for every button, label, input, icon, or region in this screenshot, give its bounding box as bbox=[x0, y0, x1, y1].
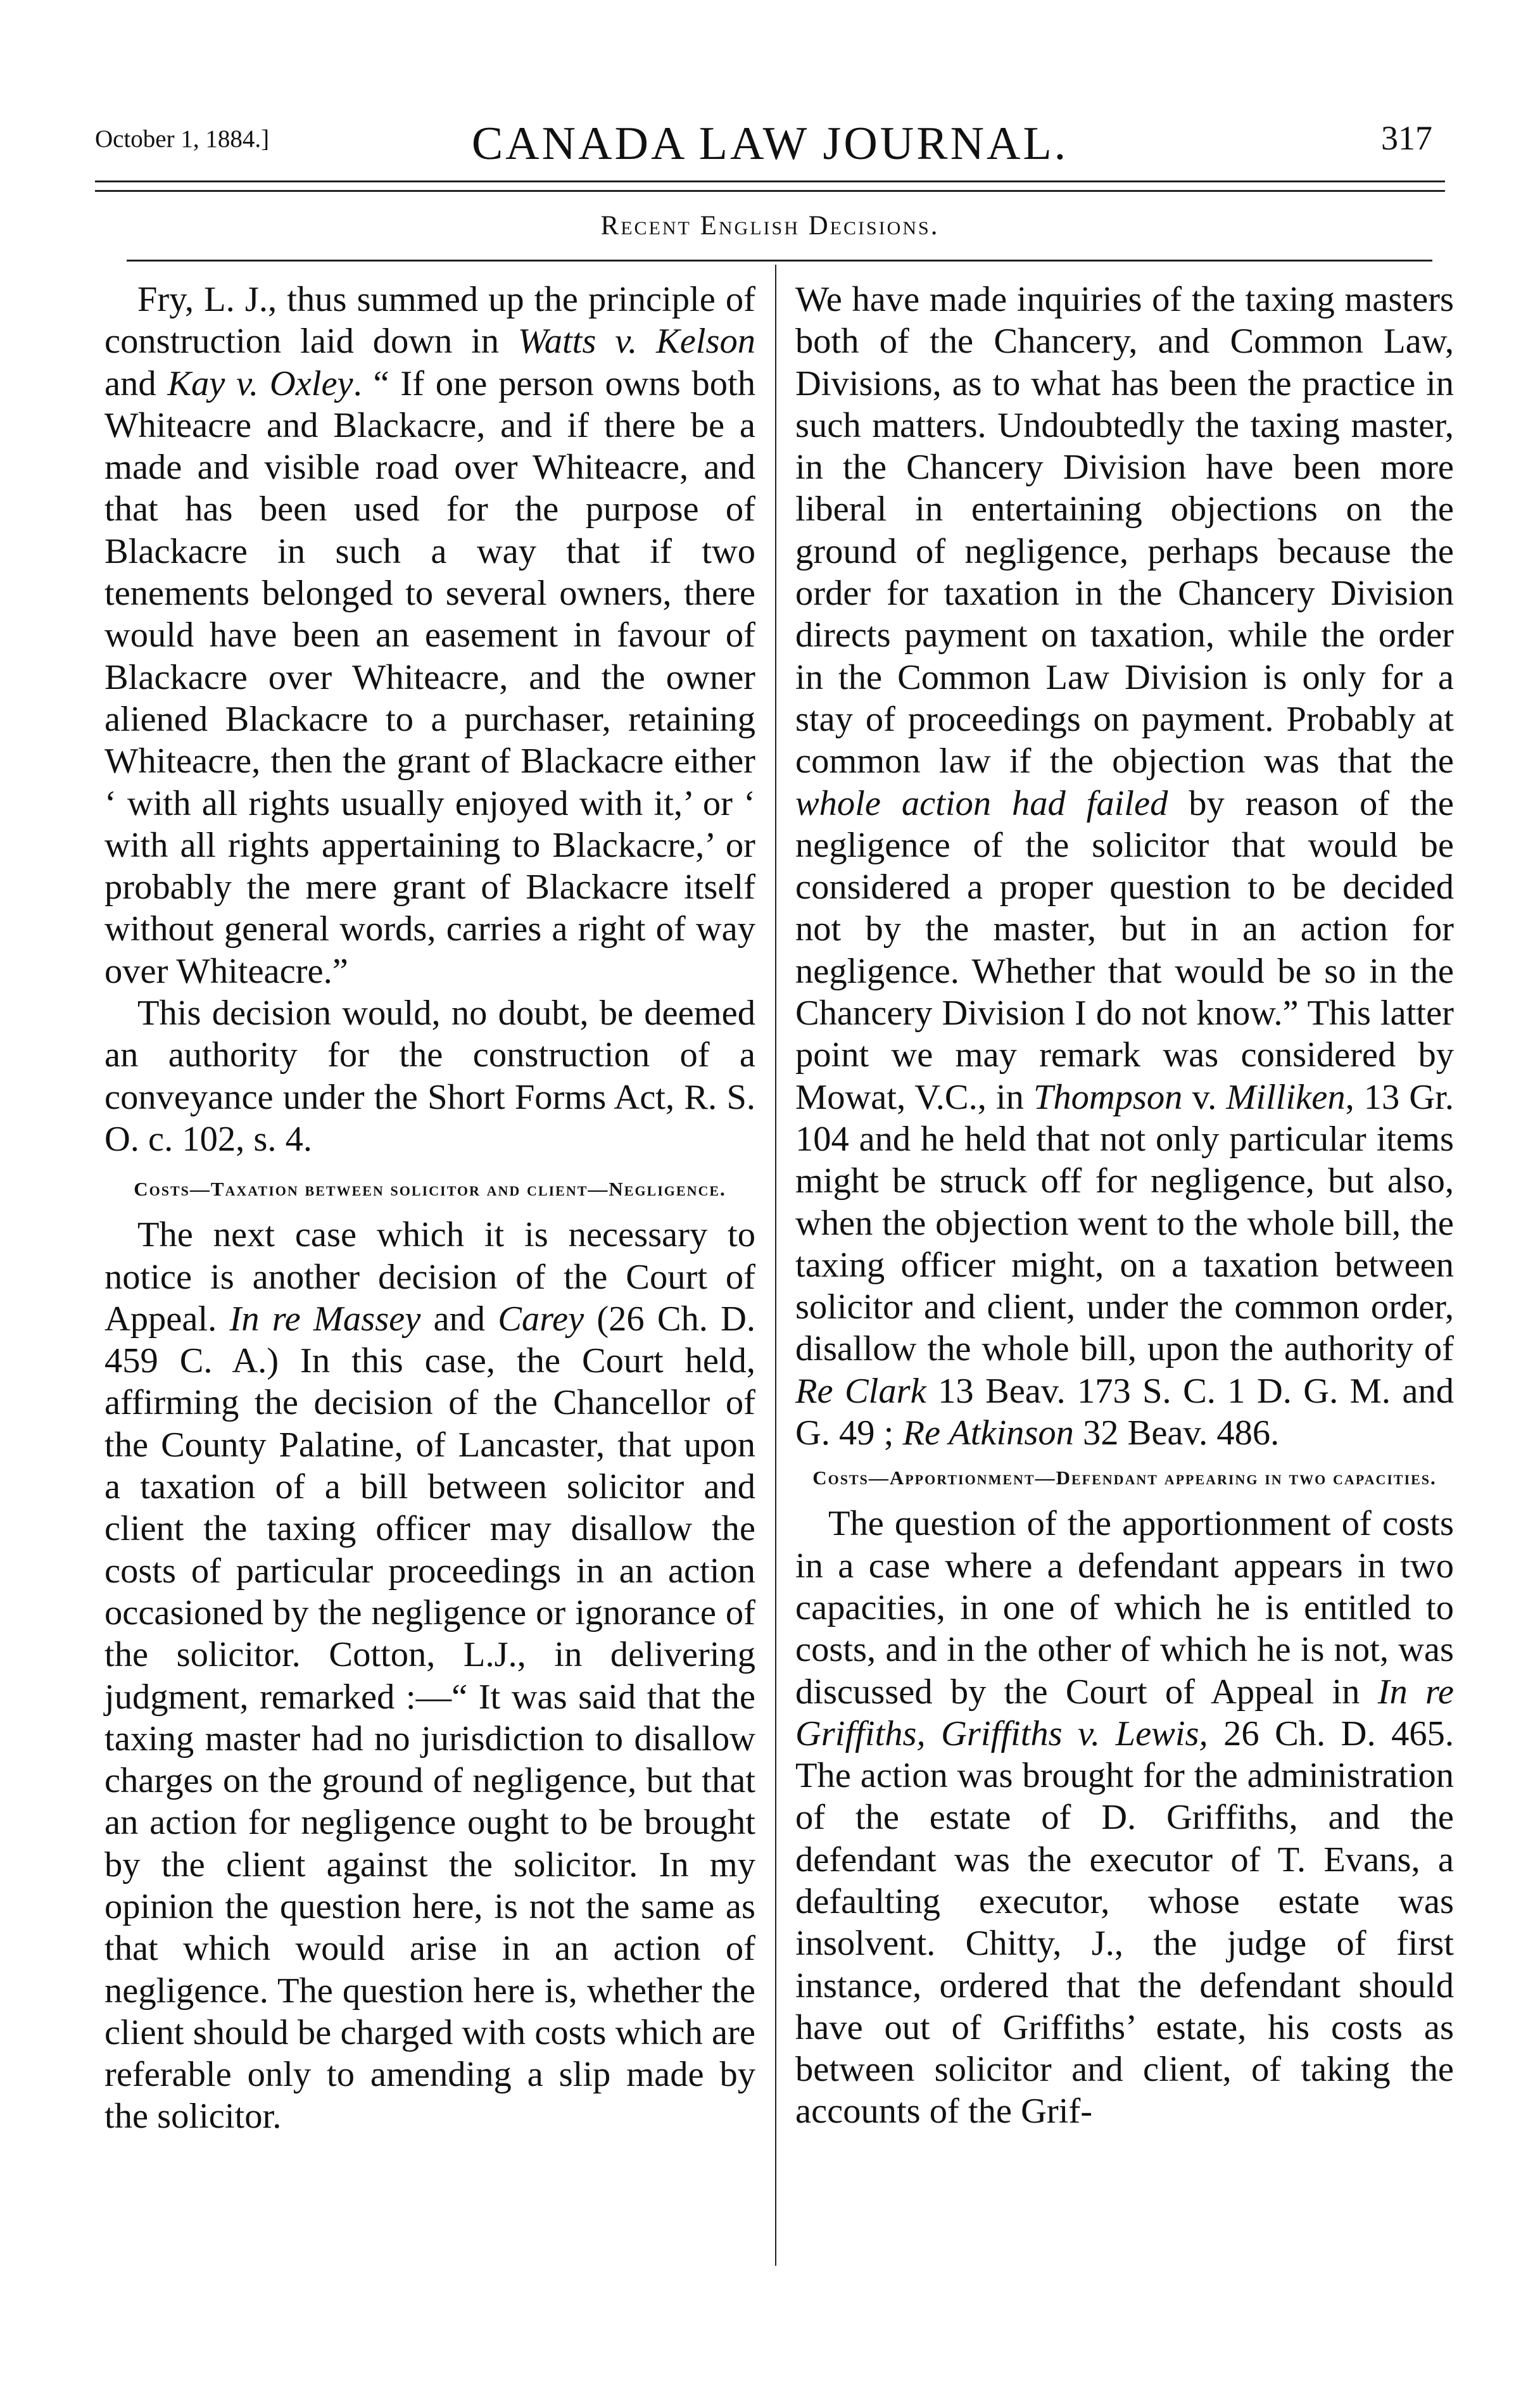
paragraph-apportionment bbox=[795, 1503, 1454, 2132]
case-name-italic: Kay v. Oxley bbox=[167, 363, 353, 403]
paragraph-massey-carey bbox=[104, 1214, 755, 2138]
case-name-italic: whole action had failed bbox=[795, 783, 1168, 823]
text-run: 13 Beav. 173 S. C. 1 D. G. M. and G. 49 ; bbox=[795, 1371, 1454, 1453]
case-name-italic: Watts v. Kelson bbox=[517, 322, 755, 362]
case-name-italic: Re Clark bbox=[795, 1371, 926, 1411]
paragraph-decision-authority: This decision would, no doubt, be deemed an authority for the construction of a conveyance under the Short Forms Act, R. S. O. c. 102, s. 4. bbox=[104, 994, 755, 1159]
text-run: and bbox=[420, 1299, 498, 1339]
journal-title: CANADA LAW JOURNAL. bbox=[471, 118, 1069, 170]
paragraph-taxing-masters bbox=[795, 279, 1454, 1454]
paragraph-fry-lj bbox=[104, 279, 755, 992]
right-column bbox=[795, 279, 1454, 2133]
page-number: 317 bbox=[1381, 119, 1432, 157]
left-column bbox=[104, 279, 755, 2138]
section-title: Recent English Decisions. bbox=[600, 211, 940, 241]
section-rule bbox=[127, 260, 1432, 262]
header-double-rule bbox=[95, 180, 1445, 192]
text-run: v. bbox=[1182, 1077, 1227, 1117]
text-run: The next case which it is necessary to notice is another decision of the Court of Appeal. bbox=[104, 1215, 755, 1339]
column-divider bbox=[775, 265, 776, 2266]
text-run: 32 Beav. 486. bbox=[1073, 1413, 1280, 1453]
text-run: and bbox=[104, 363, 168, 403]
subheading-costs-apportionment: Costs—Apportionment—Defendant appearing in two capacities. bbox=[812, 1467, 1437, 1489]
case-name-italic: Carey bbox=[498, 1299, 584, 1339]
text-run: (26 Ch. D. 459 C. A.) In this case, the Court held, affirming the decision of the Chancellor of the County Palatine, of Lancaster, that upon a taxation of a bill between solicitor and client the taxing officer may disallow the costs of particular proceedings in an action occasioned by the negligence or ignorance of the solicitor. Cotton, L.J., in delivering judgment, remarked :—“ It was said that the taxing master had no jurisdiction to disallow charges on the ground of negligence, but that an action for negligence ought to be brought by the client against the solicitor. In my opinion the question here, is not the same as that which would arise in an action of negligence. The question here is, whether the client should be charged with costs which are referable only to amending a slip made by the solicitor. bbox=[104, 1299, 755, 2137]
case-name-italic: Milliken bbox=[1226, 1077, 1346, 1117]
text-run: . “ If one person owns both Whiteacre and Blackacre, and if there be a made and visible road over Whiteacre, and that has been used for the purpose of Blackacre in such a way that if two tenements belonged to several owners, there would have been an easement in favour of Blackacre over Whiteacre, and the owner aliened Blackacre to a purchaser, retaining Whiteacre, then the grant of Blackacre either ‘ with all rights usually enjoyed with it,’ or ‘ with all rights appertaining to Blackacre,’ or probably the mere grant of Blackacre itself without general words, carries a right of way over Whiteacre.” bbox=[104, 363, 756, 991]
case-name-italic: Re Atkinson bbox=[902, 1413, 1074, 1453]
text-run: 26 Ch. D. 465. The action was brought for the administration of the estate of D. Griffiths, and the defendant was the executor of T. Evans, a defaulting executor, whose estate was insolvent. Chitty, J., the judge of first instance, ordered that the defendant should have out of Griffiths’ estate, his costs as between solicitor and client, of taking the accounts of the Grif- bbox=[795, 1714, 1454, 2132]
text-run: , 13 Gr. 104 and he held that not only particular items might be struck off for negligence, but also, when the objection went to the whole bill, the taxing officer might, on a taxation between solicitor and client, under the common order, disallow the whole bill, upon the authority of bbox=[795, 1077, 1454, 1369]
case-name-italic: Thompson bbox=[1033, 1077, 1183, 1117]
case-name-italic: In re Griffiths, Griffiths v. Lewis, bbox=[795, 1672, 1454, 1753]
text-run: Fry, L. J., thus summed up the principle of construction laid down in bbox=[104, 280, 755, 362]
text-run: The question of the apportionment of costs in a case where a defendant appears in two capacities, in one of which he is entitled to costs, and in the other of which he is not, was discussed by the Court of Appeal in bbox=[795, 1504, 1454, 1712]
text-run: We have made inquiries of the taxing masters both of the Chancery, and Common Law, Divisions, as to what has been the practice in such matters. Undoubtedly the taxing master, in the Chancery Division have been more liberal in entertaining objections on the ground of negligence, perhaps because the order for taxation in the Chancery Division directs payment on taxation, while the order in the Common Law Division is only for a stay of proceedings on payment. Probably at common law if the objection was that the bbox=[795, 280, 1454, 781]
issue-date: October 1, 1884.] bbox=[95, 125, 270, 153]
running-head bbox=[95, 111, 1445, 187]
case-name-italic: In re Massey bbox=[229, 1299, 421, 1339]
subheading-costs-taxation: Costs—Taxation between solicitor and client—Negligence. bbox=[134, 1178, 726, 1201]
text-run: by reason of the negligence of the solicitor that would be considered a proper question to be decided not by the master, but in an action for negligence. Whether that would be so in the Chancery Division I do not know.” This latter point we may remark was considered by Mowat, V.C., in bbox=[795, 783, 1454, 1117]
